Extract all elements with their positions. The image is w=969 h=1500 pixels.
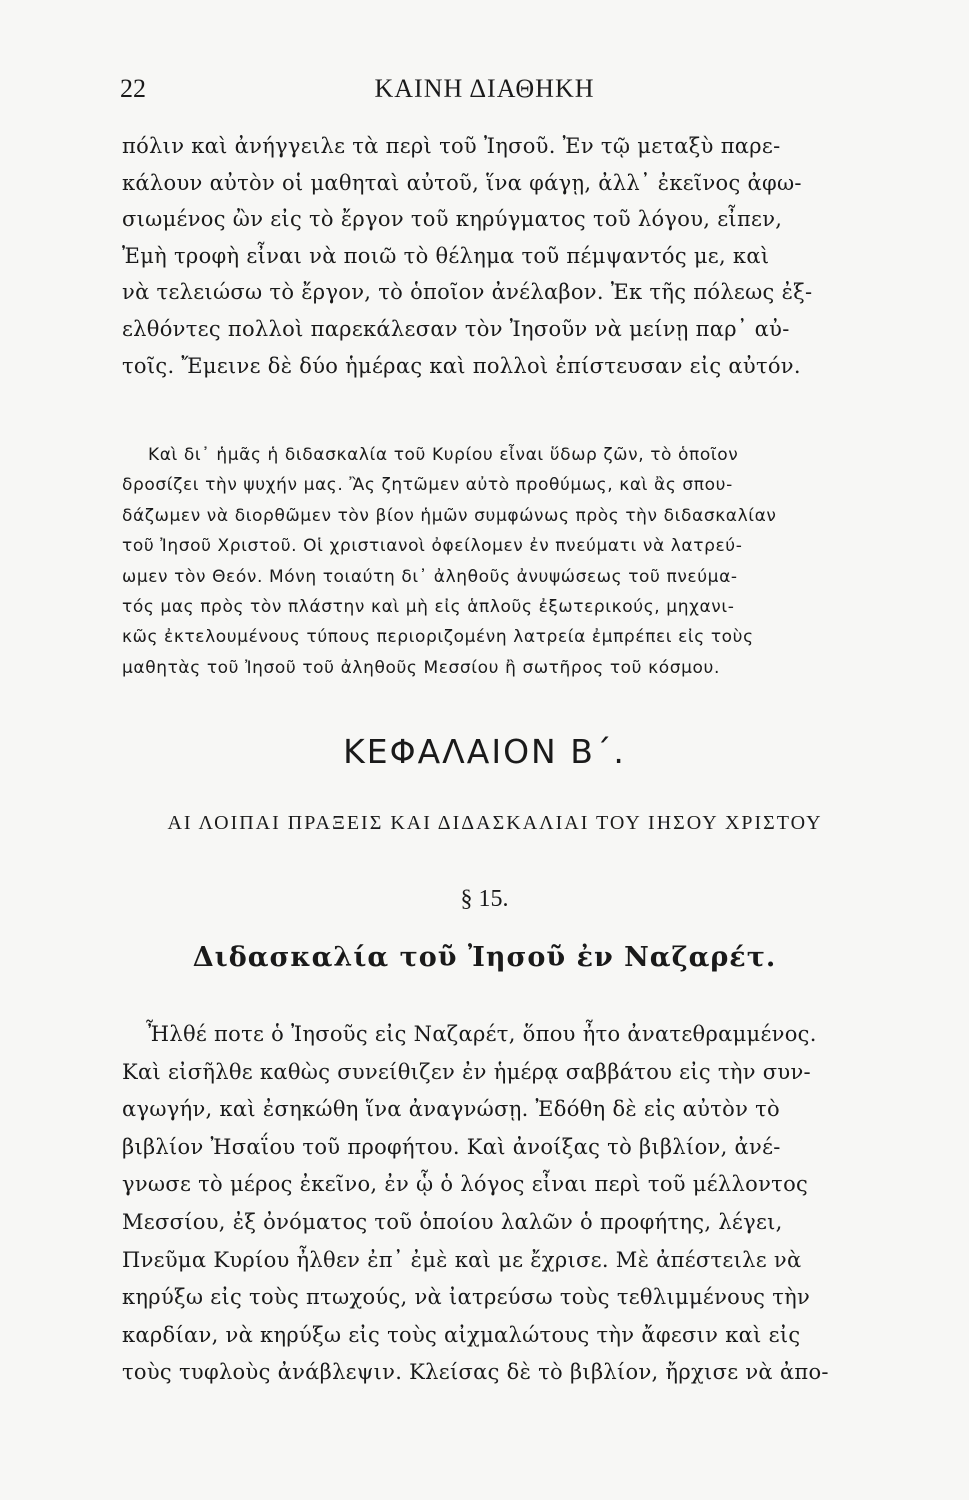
text-line: καρδίαν, νὰ κηρύξω εἰς τοὺς αἰχμαλώτους τὴν ἄφεσιν καὶ εἰς [122,1322,801,1347]
text-line: τοῦ Ἰησοῦ Χριστοῦ. Οἱ χριστιανοὶ ὀφείλομεν ἐν πνεύματι νὰ λατρεύ- [122,536,743,557]
paragraph-1 [122,128,850,384]
paragraph-3 [122,1016,850,1392]
text-line: σιωμένος ὢν εἰς τὸ ἔργον τοῦ κηρύγματος τοῦ λόγου, εἶπεν, [122,207,783,232]
text-line: πόλιν καὶ ἀνήγγειλε τὰ περὶ τοῦ Ἰησοῦ. Ἐν τῷ μεταξὺ παρε- [122,134,781,158]
text-line: κηρύξω εἰς τοὺς πτωχούς, νὰ ἰατρεύσω τοὺς τεθλιμμένους τὴν [122,1285,811,1310]
text-line: τοῖς. Ἔμεινε δὲ δύο ἡμέρας καὶ πολλοὶ ἐπίστευσαν εἰς αὐτόν. [122,353,801,378]
section-number: § 15. [460,886,509,912]
text-line: γνωσε τὸ μέρος ἐκεῖνο, ἐν ᾧ ὁ λόγος εἶναι περὶ τοῦ μέλλοντος [122,1172,809,1197]
text-line: κῶς ἐκτελουμένους τύπους περιοριζομένη λατρεία ἐμπρέπει εἰς τοὺς [122,627,754,648]
text-line: νὰ τελειώσω τὸ ἔργον, τὸ ὁποῖον ἀνέλαβον. Ἐκ τῆς πόλεως ἐξ- [122,280,813,305]
text-line: βιβλίον Ἠσαΐου τοῦ προφήτου. Καὶ ἀνοίξας τὸ βιβλίον, ἀνέ- [122,1134,781,1159]
text-line: κάλουν αὐτὸν οἱ μαθηταὶ αὐτοῦ, ἵνα φάγῃ, ἀλλ᾽ ἐκεῖνος ἀφω- [122,170,802,195]
text-line: δάζωμεν νὰ διορθῶμεν τὸν βίον ἡμῶν συμφώνως πρὸς τὴν διδασκαλίαν [122,505,777,526]
text-line: Καὶ δι᾽ ἡμᾶς ἡ διδασκαλία τοῦ Κυρίου εἶναι ὕδωρ ζῶν, τὸ ὁποῖον [148,445,739,465]
paragraph-2 [122,440,850,683]
text-line: Πνεῦμα Κυρίου ἦλθεν ἐπ᾽ ἐμὲ καὶ με ἔχρισε. Μὲ ἀπέστειλε νὰ [122,1247,802,1272]
text-line: τοὺς τυφλοὺς ἀνάβλεψιν. Κλείσας δὲ τὸ βιβλίον, ἤρχισε νὰ ἀπο- [122,1360,829,1385]
section-subtitle: Διδασκαλία τοῦ Ἰησοῦ ἐν Ναζαρέτ. [192,942,777,973]
text-line: Καὶ εἰσῆλθε καθὼς συνείθιζεν ἐν ἡμέρᾳ σαββάτου εἰς τὴν συν- [122,1059,811,1084]
text-line: Μεσσίου, ἐξ ὀνόματος τοῦ ὁποίου λαλῶν ὁ προφήτης, λέγει, [122,1209,783,1234]
text-line: μαθητὰς τοῦ Ἰησοῦ τοῦ ἀληθοῦς Μεσσίου ἢ σωτῆρος τοῦ κόσμου. [122,657,720,678]
text-line: τός μας πρὸς τὸν πλάστην καὶ μὴ εἰς ἁπλοῦς ἐξωτερικούς, μηχανι- [122,596,735,617]
text-line: ωμεν τὸν Θεόν. Μόνη τοιαύτη δι᾽ ἀληθοῦς ἀνυψώσεως τοῦ πνεύμα- [122,566,738,587]
text-line: Ἦλθέ ποτε ὁ Ἰησοῦς εἰς Ναζαρέτ, ὅπου ἦτο ἀνατεθραμμένος. [146,1022,817,1046]
running-head: ΚΑΙΝΗ ΔΙΑΘΗΚΗ [374,74,595,103]
page-number: 22 [120,74,146,103]
chapter-title: ΚΕΦΑΛΑΙΟΝ Β΄. [343,732,626,771]
text-line: δροσίζει τὴν ψυχήν μας. Ἂς ζητῶμεν αὐτὸ προθύμως, καὶ ἂς σπου- [122,475,733,496]
text-line: ελθόντες πολλοὶ παρεκάλεσαν τὸν Ἰησοῦν νὰ μείνῃ παρ᾽ αὐ- [122,316,790,341]
section-heading: ΑΙ ΛΟΙΠΑΙ ΠΡΑΞΕΙΣ ΚΑΙ ΔΙΔΑΣΚΑΛΙΑΙ ΤΟΥ ΙΗΣΟΥ ΧΡΙΣΤΟΥ [167,812,823,834]
text-line: Ἐμὴ τροφὴ εἶναι νὰ ποιῶ τὸ θέλημα τοῦ πέμψαντός με, καὶ [122,243,770,268]
text-line: αγωγήν, καὶ ἐσηκώθη ἵνα ἀναγνώσῃ. Ἐδόθη δὲ εἰς αὐτὸν τὸ [122,1097,780,1122]
